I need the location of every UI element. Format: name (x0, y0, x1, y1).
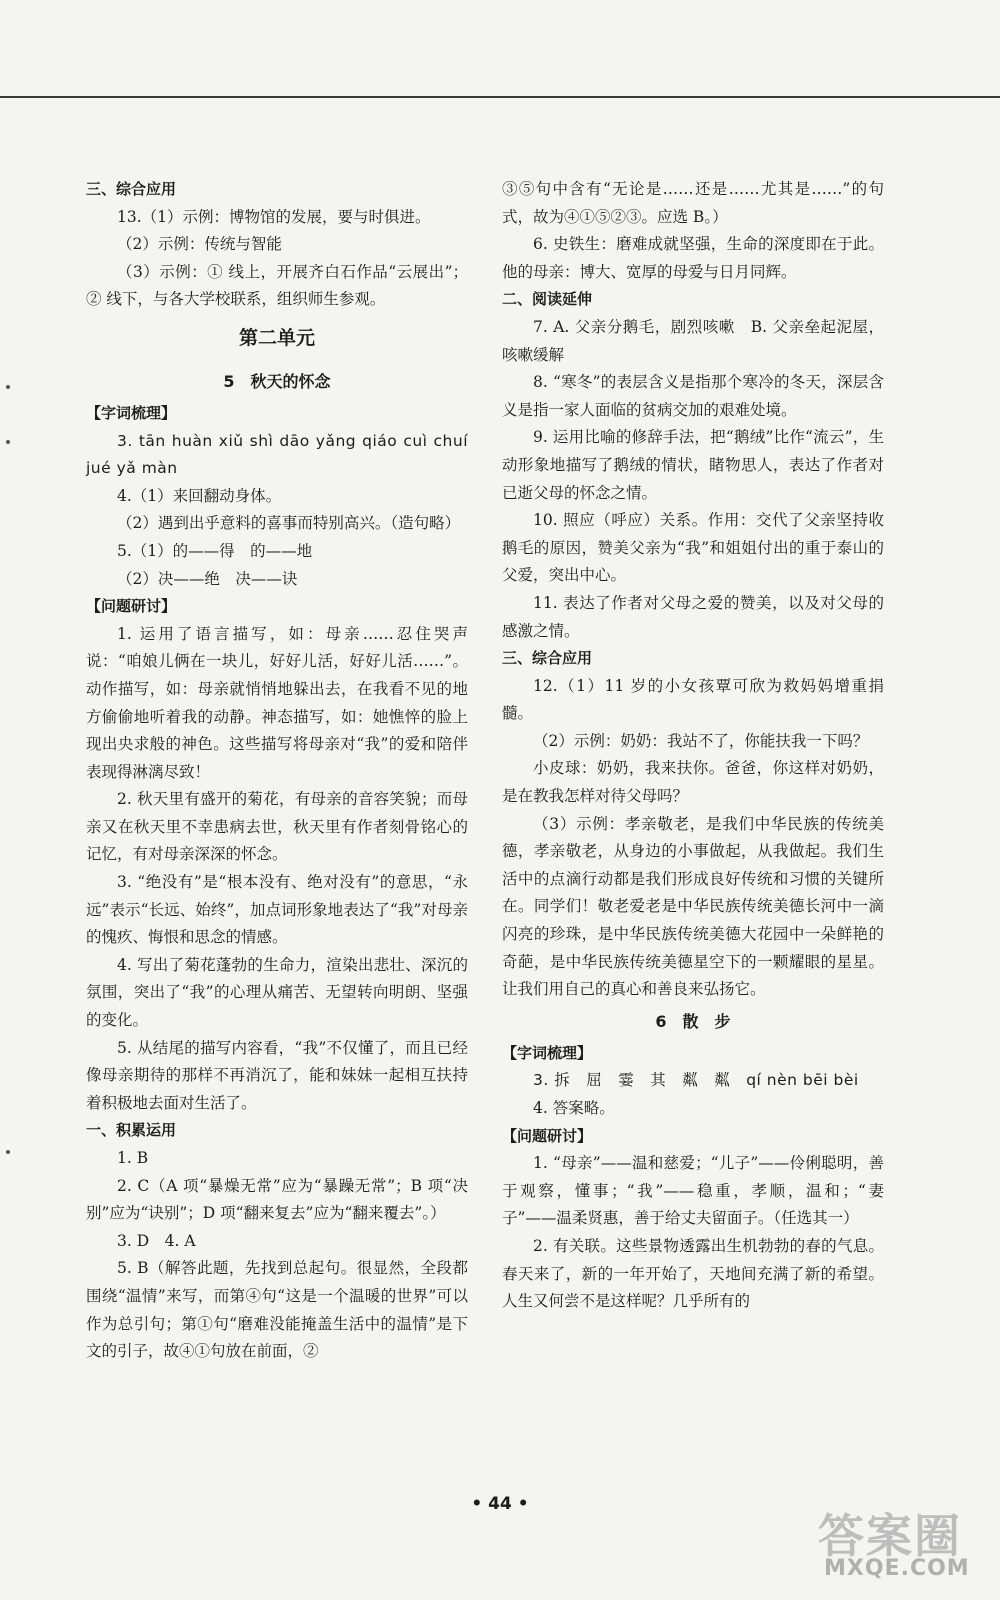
unit-title: 第二单元 (238, 326, 315, 349)
answer-paragraph: 8. “寒冬”的表层含义是指那个寒冷的冬天，深层含义是指一家人面临的贫病交加的艰难处境。 (502, 373, 884, 419)
answer-paragraph: 2. C（A 项“暴燥无常”应为“暴躁无常”；B 项“决别”应为“诀别”；D 项“翻来复去”应为“翻来覆去”。） (86, 1176, 468, 1223)
answer-line: 5.（1）的——得 的——地 (117, 541, 313, 560)
section-heading: 三、综合应用 (86, 180, 177, 198)
watermark-logo (818, 1500, 978, 1588)
margin-dot (6, 385, 10, 389)
answer-line: （3）示例：① 线上，开展齐白石作品“云展出”；② 线下，与各大学校联系，组织师生参观。 (86, 262, 468, 309)
answer-paragraph: 10. 照应（呼应）关系。作用：交代了父亲坚持收鹅毛的原因，赞美父亲为“我”和姐姐付出的重于泰山的父爱，突出中心。 (502, 511, 884, 585)
answer-paragraph: 2. 秋天里有盛开的菊花，有母亲的音容笑貌；而母亲又在秋天里不幸患病去世，秋天里有作者刻骨铭心的记忆，有对母亲深深的怀念。 (86, 790, 468, 864)
watermark-url: MXQE.COM (824, 1556, 970, 1581)
margin-dot (6, 1150, 10, 1154)
answer-line: （2）遇到出乎意料的喜事而特别高兴。（造句略） (117, 514, 461, 533)
answer-paragraph: （3）示例：孝亲敬老，是我们中华民族的传统美德，孝亲敬老，从身边的小事做起，从我做起。我们生活中的点滴行动都是我们形成良好传统和习惯的关键所在。同学们！敬老爱老是中华民族传统美德长河中一滴闪亮的珍珠，是中华民族传统美德大花园中一朵鲜艳的奇葩，是中华民族传统美德星空下的一颗耀眼的星星。让我们用自己的真心和善良来弘扬它。 (502, 814, 884, 999)
section-heading: 二、阅读延伸 (502, 290, 593, 309)
watermark-text: 答案圈 (818, 1509, 962, 1563)
answer-paragraph: 小皮球：奶奶，我来扶你。爸爸，你这样对奶奶，是在教我怎样对待父母吗？ (502, 759, 884, 806)
subsection-heading: 【字词梳理】 (86, 403, 177, 422)
answer-paragraph: 9. 运用比喻的修辞手法，把“鹅绒”比作“流云”，生动形象地描写了鹅绒的情状，睹物思人，表达了作者对已逝父母的怀念之情。 (502, 428, 884, 502)
lesson-title: 6 散 步 (655, 1011, 731, 1031)
page-number: • 44 • (471, 1494, 529, 1514)
subsection-heading: 【字词梳理】 (502, 1043, 593, 1062)
answer-line: 3. tān huàn xiǔ shì dāo yǎng qiáo cuì chuí jué yǎ màn (86, 431, 468, 478)
answer-paragraph: 4. 写出了菊花蓬勃的生命力，渲染出悲壮、深沉的氛围，突出了“我”的心理从痛苦、无望转向明朗、坚强的变化。 (86, 955, 468, 1030)
lesson-title: 5 秋天的怀念 (223, 371, 331, 391)
margin-dot (6, 440, 10, 444)
answer-line: 4.（1）来回翻动身体。 (117, 486, 282, 505)
top-rule (0, 96, 1000, 98)
answer-paragraph: 5. 从结尾的描写内容看，“我”不仅懂了，而且已经像母亲期待的那样不再消沉了，能和妹妹一起相互扶持着积极地去面对生活了。 (86, 1038, 468, 1112)
answer-line: （2）示例：传统与智能 (117, 235, 282, 254)
answer-line: 3. 拆 屈 霎 其 粼 粼 qí nèn bēi bèi (533, 1071, 859, 1090)
section-heading: 一、积累运用 (86, 1121, 177, 1140)
answer-paragraph: ③⑤句中含有“无论是……还是……尤其是……”的句式，故为④①⑤②③。应选 B。） (502, 180, 884, 226)
answer-paragraph: 11. 表达了作者对父母之爱的赞美，以及对父母的感激之情。 (502, 593, 884, 640)
section-heading: 三、综合应用 (502, 649, 593, 668)
subsection-heading: 【问题研讨】 (502, 1126, 593, 1145)
answer-line: （2）示例：奶奶：我站不了，你能扶我一下吗？ (533, 731, 869, 750)
answer-line: 13.（1）示例：博物馆的发展，要与时俱进。 (117, 207, 431, 226)
answer-paragraph: 6. 史铁生：磨难成就坚强，生命的深度即在于此。他的母亲：博大、宽厚的母爱与日月同辉。 (502, 235, 884, 281)
answer-line: 1. B (117, 1149, 149, 1167)
answer-paragraph: 1. 运用了语言描写，如：母亲……忍住哭声说：“咱娘儿俩在一块儿，好好儿活，好好儿活……”。动作描写，如：母亲就悄悄地躲出去，在我看不见的地方偷偷地听着我的动静。神态描写，如：她憔悴的脸上现出央求般的神色。这些描写将母亲对“我”的爱和陪伴表现得淋漓尽致！ (86, 624, 468, 781)
answer-paragraph: 5. B（解答此题，先找到总起句。很显然，全段都围绕“温情”来写，而第④句“这是一个温暖的世界”可以作为总引句；第①句“磨难没能掩盖生活中的温情”是下文的引子，故④①句放在前面，② (86, 1259, 468, 1361)
answer-paragraph: 12.（1）11 岁的小女孩覃可欣为救妈妈增重捐髓。 (502, 676, 884, 723)
left-column (86, 176, 468, 1366)
answer-paragraph: 2. 有关联。这些景物透露出生机勃勃的春的气息。春天来了，新的一年开始了，天地间充满了新的希望。人生又何尝不是这样呢？几乎所有的 (502, 1236, 884, 1311)
subsection-heading: 【问题研讨】 (86, 597, 177, 616)
answer-paragraph: 7. A. 父亲分鹅毛，剧烈咳嗽 B. 父亲垒起泥屋，咳嗽缓解 (502, 317, 884, 364)
answer-line: 4. 答案略。 (533, 1099, 615, 1117)
answer-line: 3. D 4. A (117, 1231, 196, 1250)
answer-paragraph: 3. “绝没有”是“根本没有、绝对没有”的意思，“永远”表示“长远、始终”，加点词形象地表达了“我”对母亲的愧疚、悔恨和思念的情感。 (86, 873, 468, 947)
right-column (502, 176, 884, 1316)
answer-line: （2）决——绝 决——诀 (117, 569, 298, 588)
answer-paragraph: 1. “母亲”——温和慈爱；“儿子”——伶俐聪明，善于观察，懂事；“我”——稳重，孝顺，温和；“妻子”——温柔贤惠，善于给丈夫留面子。（任选其一） (502, 1154, 884, 1228)
